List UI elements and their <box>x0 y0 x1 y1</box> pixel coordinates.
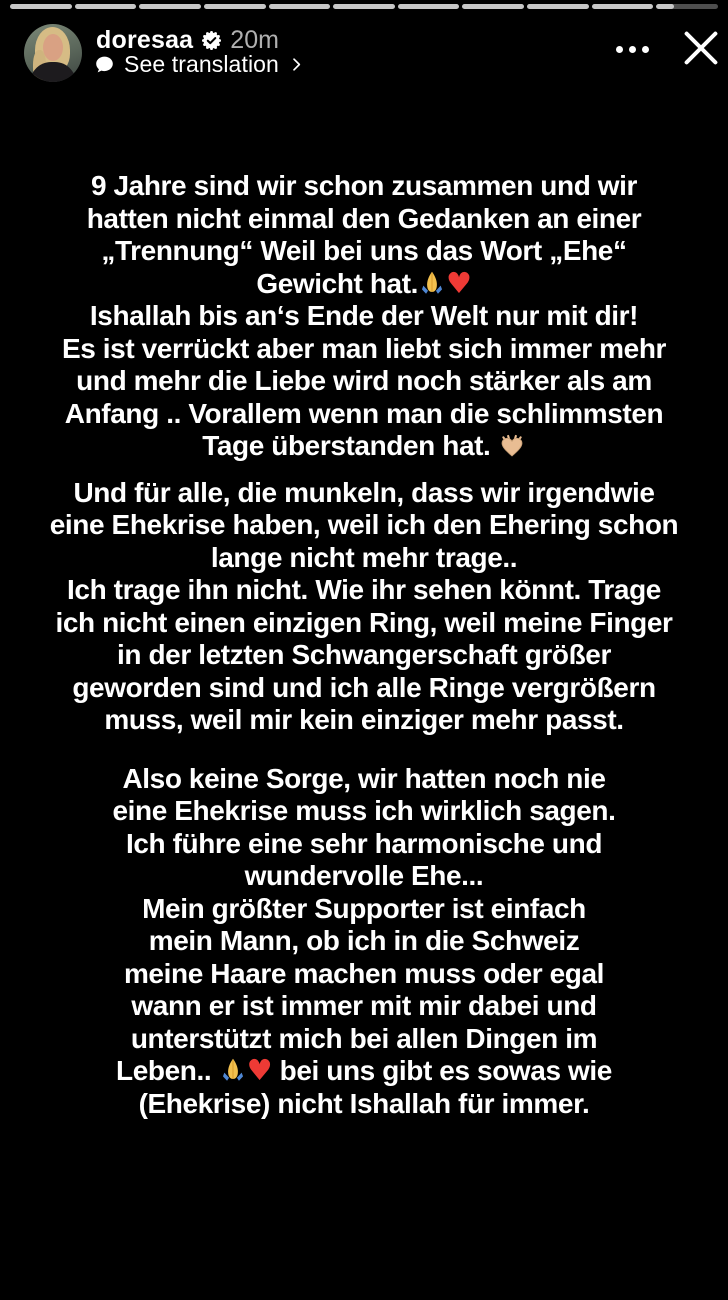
story-text-line: wann er ist immer mit mir dabei und <box>131 990 597 1021</box>
story-text-line: Leben.. ♥ bei uns gibt es sowas wie <box>116 1053 612 1087</box>
avatar[interactable] <box>24 24 82 82</box>
close-button[interactable] <box>676 24 726 74</box>
story-text-line: 9 Jahre sind wir schon zusammen und wir <box>90 170 638 201</box>
story-text-line: lange nicht mehr trage.. <box>210 541 518 573</box>
story-text-line: in der letzten Schwangerschaft größer <box>117 639 611 670</box>
chevron-right-icon <box>288 56 305 73</box>
story-text-line: eine Ehekrise muss ich wirklich sagen. <box>112 795 616 826</box>
story-header <box>0 0 728 100</box>
heart-hands-emoji <box>498 432 526 460</box>
story-text-line: Anfang .. Vorallem wenn man die schlimmsten <box>64 397 664 429</box>
avatar-face <box>43 34 63 61</box>
story-text <box>18 170 710 1120</box>
story-text-line: (Ehekrise) nicht Ishallah für immer. <box>138 1087 590 1119</box>
story-text-line: Ich trage ihn nicht. Wie ihr sehen könnt. Trage <box>67 574 661 605</box>
story-text-line: „Trennung“ Weil bei uns das Wort „Ehe“ <box>101 235 627 266</box>
ellipsis-icon <box>642 46 649 53</box>
story-text-line: Tage überstanden hat. <box>18 430 710 463</box>
speech-bubble-icon <box>94 54 115 75</box>
story-text-line: wundervolle Ehe... <box>244 860 484 891</box>
story-text-line: ich nicht einen einzigen Ring, weil meine Finger <box>55 606 673 638</box>
story-text-line: eine Ehekrise haben, weil ich den Ehering schon <box>49 509 679 540</box>
story-text-line: Mein größter Supporter ist einfach <box>142 892 586 924</box>
story-text-line: Also keine Sorge, wir hatten noch nie <box>122 762 606 794</box>
story-text-line: hatten nicht einmal den Gedanken an einer <box>86 202 642 234</box>
story-paragraph <box>18 763 710 1121</box>
verified-badge-icon <box>202 31 221 50</box>
story-text-line: Gewicht hat. ♥ <box>256 265 472 300</box>
story-text-line: geworden sind und ich alle Ringe vergrößern <box>72 671 656 703</box>
red-heart-emoji: ♥ <box>446 265 472 300</box>
pray-emoji <box>219 1057 247 1085</box>
x-icon <box>678 25 724 71</box>
story-text-line: unterstützt mich bei allen Dingen im <box>130 1022 598 1054</box>
pray-emoji <box>418 270 446 298</box>
username[interactable]: doresaa <box>96 26 194 54</box>
story-text-line: Es ist verrückt aber man liebt sich immer mehr <box>61 332 667 364</box>
story-text-line: und mehr die Liebe wird noch stärker als am <box>76 365 652 396</box>
see-translation-label: See translation <box>124 51 279 77</box>
story-text-line: muss, weil mir kein einziger mehr passt. <box>104 704 624 735</box>
story-paragraph <box>18 477 710 737</box>
story-text-line: mein Mann, ob ich in die Schweiz <box>148 925 580 956</box>
ellipsis-icon <box>616 46 623 53</box>
story-text-line: Ishallah bis an‘s Ende der Welt nur mit dir! <box>89 300 639 331</box>
red-heart-emoji: ♥ <box>246 1053 273 1087</box>
story-paragraph <box>18 170 710 463</box>
see-translation-button[interactable] <box>94 51 305 78</box>
more-options-button[interactable] <box>608 32 656 66</box>
story-text-line: Und für alle, die munkeln, dass wir irgendwie <box>73 476 655 508</box>
story-timestamp: 20m <box>230 26 279 54</box>
ellipsis-icon <box>629 46 636 53</box>
story-text-line: meine Haare machen muss oder egal <box>123 957 605 989</box>
story-text-line: Ich führe eine sehr harmonische und <box>125 827 603 859</box>
